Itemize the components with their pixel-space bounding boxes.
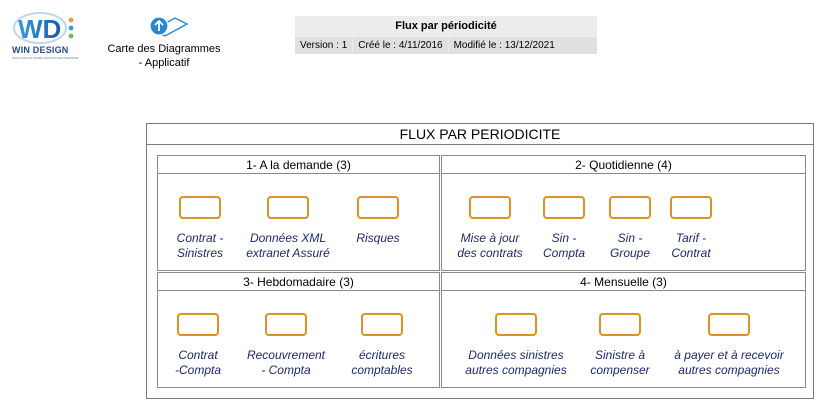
logo-letters: WD (18, 14, 62, 44)
flux-box[interactable] (670, 196, 712, 219)
header-title: Flux par périodicité (395, 20, 497, 32)
flux-item[interactable]: Données XML extranet Assuré (238, 196, 338, 261)
flux-box[interactable] (599, 313, 641, 336)
flux-box[interactable] (495, 313, 537, 336)
logo-brand: WIN DESIGN (12, 45, 69, 55)
flux-box[interactable] (609, 196, 651, 219)
windesign-logo (10, 10, 79, 64)
map-up-arrow-icon (139, 8, 189, 42)
flux-box[interactable] (179, 196, 221, 219)
flux-item[interactable]: Recouvrement - Compta (236, 313, 336, 378)
logo-tagline: SOLUTION DE MODÉLISATION D'ENTREPRISE (12, 56, 79, 60)
flux-box[interactable] (357, 196, 399, 219)
flux-item[interactable]: Risques (338, 196, 418, 246)
flux-box[interactable] (469, 196, 511, 219)
header-modified: Modifié le : 13/12/2021 (449, 37, 597, 54)
flux-frame (146, 123, 814, 399)
flux-item[interactable]: Tarif - Contrat (661, 196, 721, 261)
flux-box[interactable] (708, 313, 750, 336)
flux-item[interactable]: Sinistre à compenser (580, 313, 660, 378)
flux-item[interactable]: Sin - Compta (534, 196, 594, 261)
group-title: 1- A la demande (3) (158, 156, 439, 174)
flux-item[interactable]: Données sinistres autres compagnies (456, 313, 576, 378)
flux-item[interactable]: Sin - Groupe (600, 196, 660, 261)
carte-label: Carte des Diagrammes - Applicatif (107, 43, 221, 69)
flux-item[interactable]: Contrat - Sinistres (160, 196, 240, 261)
flux-item[interactable]: écritures comptables (342, 313, 422, 378)
flux-box[interactable] (543, 196, 585, 219)
group-mensuelle (441, 272, 806, 388)
flux-box[interactable] (267, 196, 309, 219)
flux-item[interactable]: à payer et à recevoir autres compagnies (666, 313, 792, 378)
carte-diagrammes-link[interactable] (105, 8, 223, 70)
header-version: Version : 1 (295, 37, 352, 54)
group-a-la-demande (157, 155, 440, 271)
flux-box[interactable] (265, 313, 307, 336)
group-hebdomadaire (157, 272, 440, 388)
group-title: 2- Quotidienne (4) (442, 156, 805, 174)
group-quotidienne (441, 155, 806, 271)
flux-item[interactable]: Contrat -Compta (158, 313, 238, 378)
group-title: 4- Mensuelle (3) (442, 273, 805, 291)
flux-item[interactable]: Mise à jour des contrats (452, 196, 528, 261)
flux-box[interactable] (361, 313, 403, 336)
group-title: 3- Hebdomadaire (3) (158, 273, 439, 291)
diagram-header (295, 16, 597, 54)
frame-title: FLUX PAR PERIODICITE (147, 124, 813, 145)
header-created: Créé le : 4/11/2016 (353, 37, 447, 54)
flux-box[interactable] (177, 313, 219, 336)
